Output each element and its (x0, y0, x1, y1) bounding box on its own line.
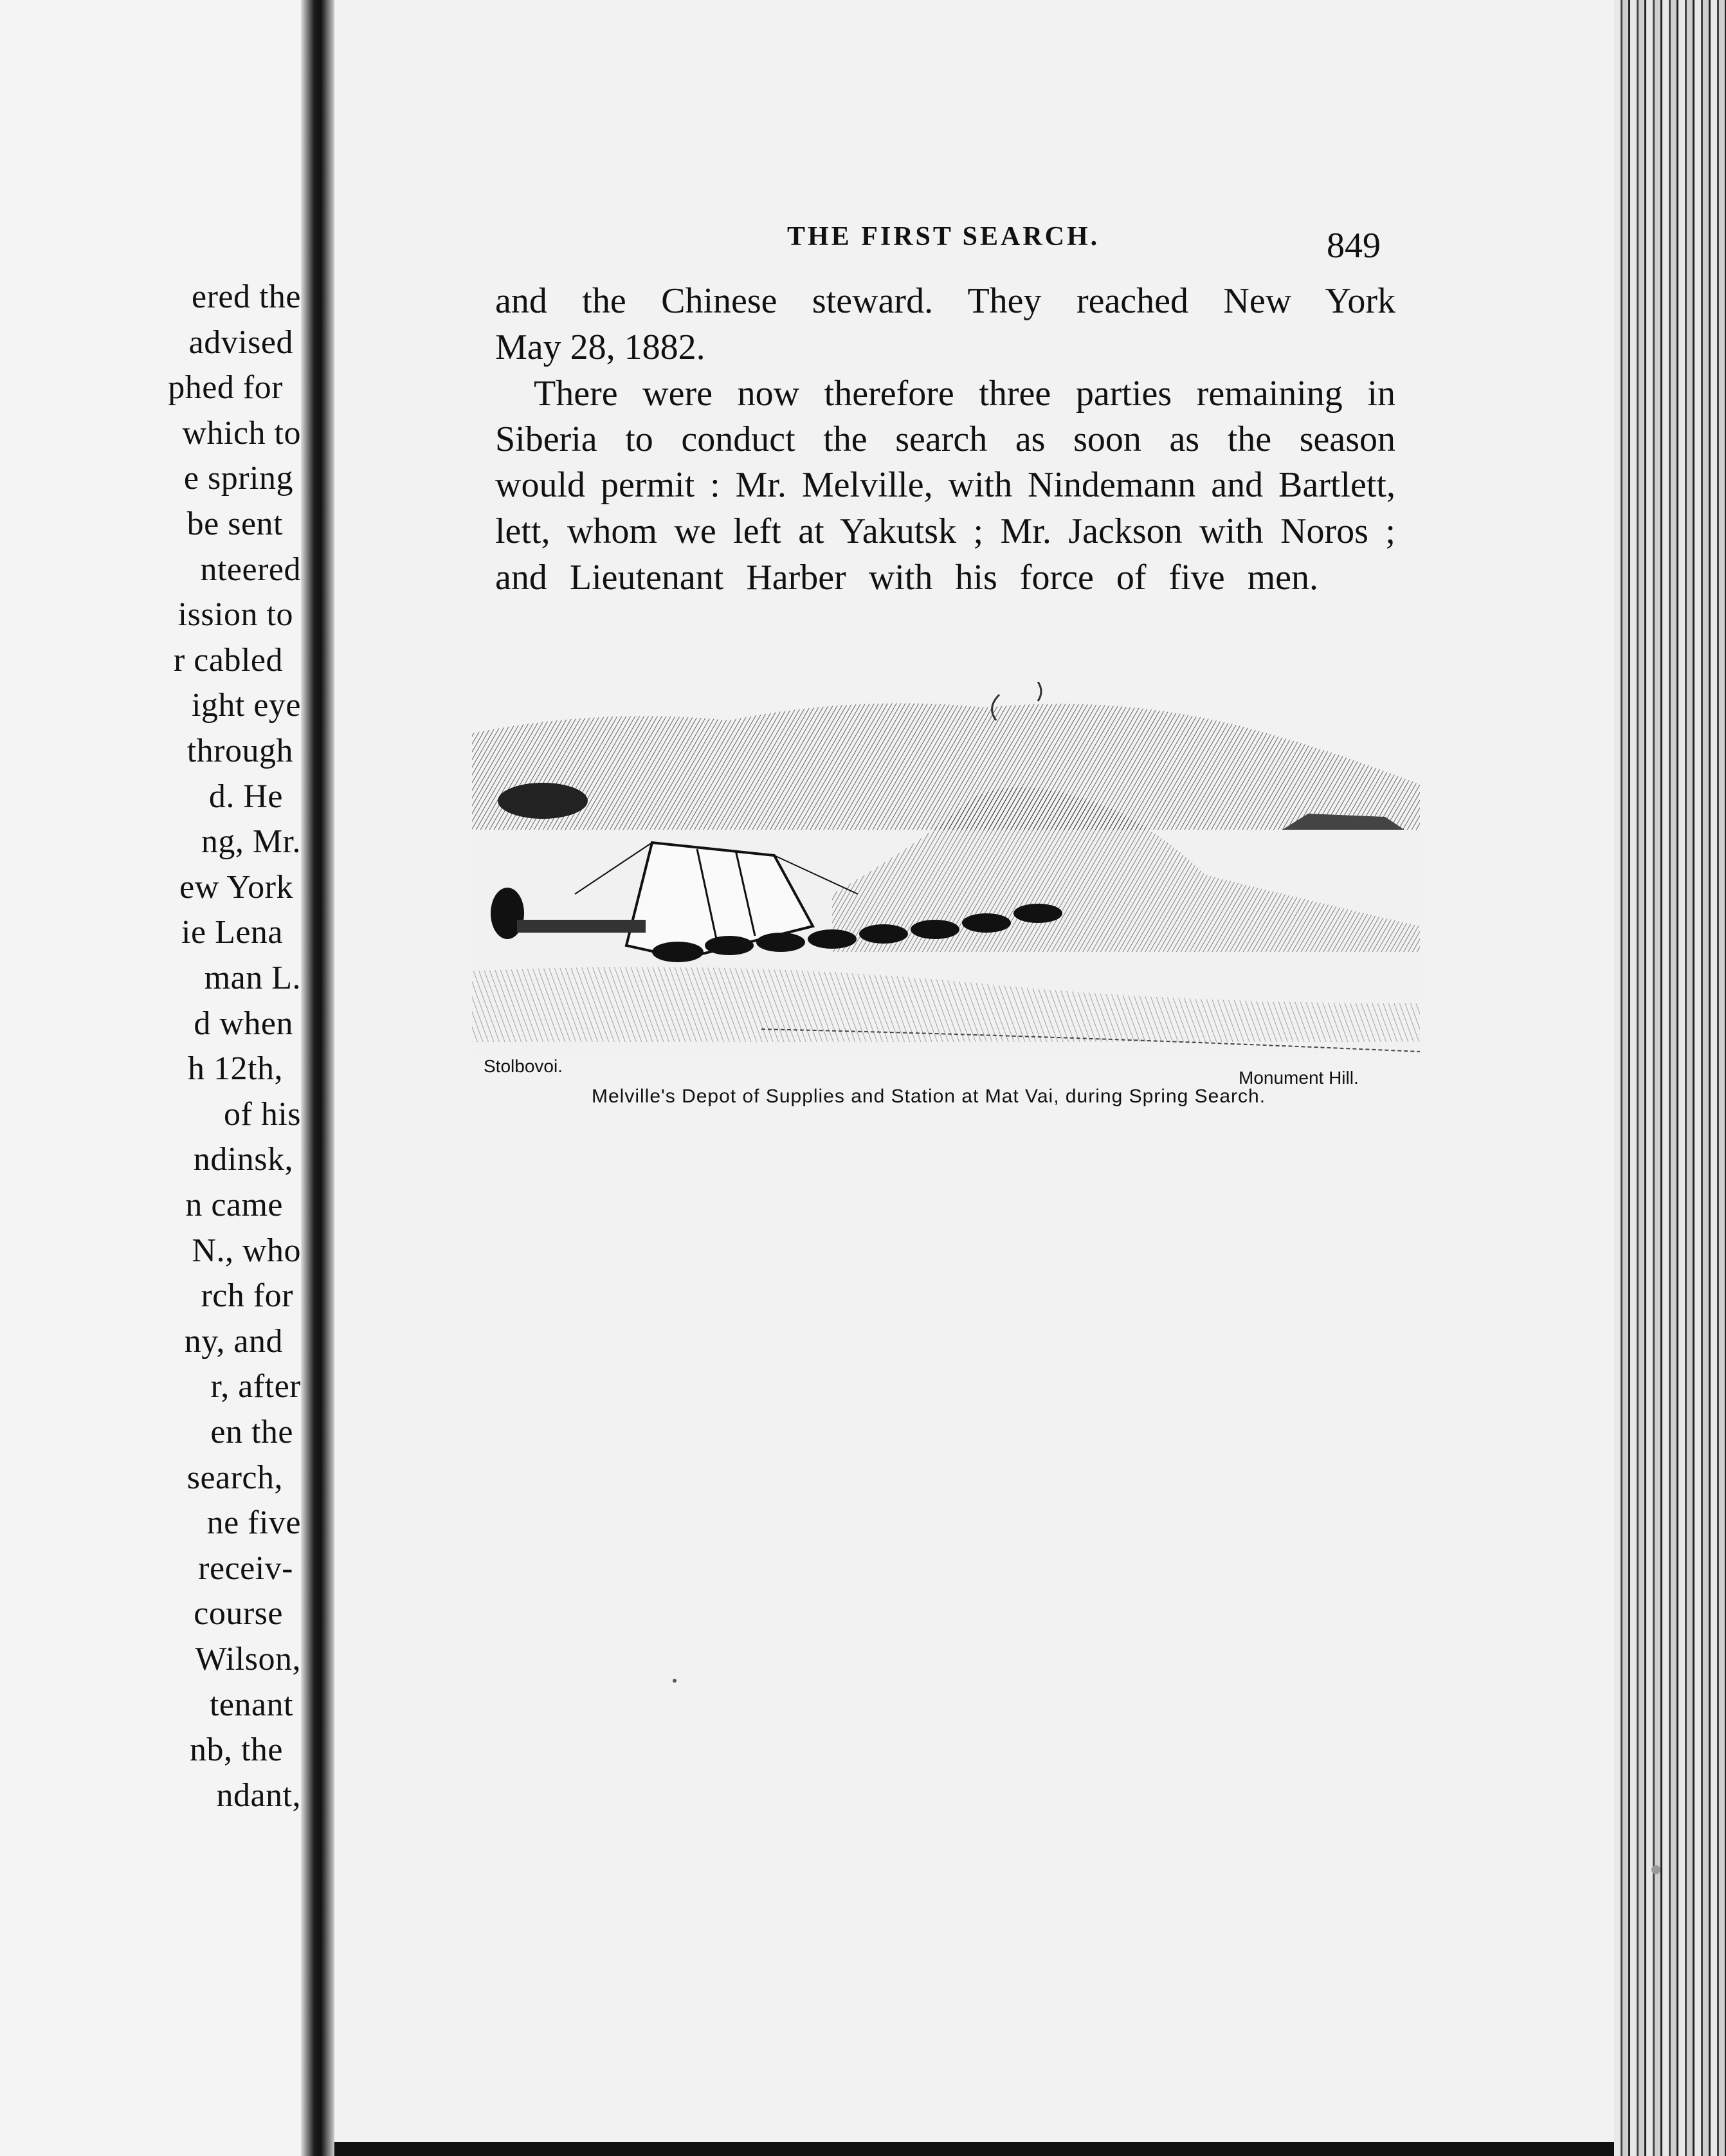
body-line-5: would permit : Mr. Melville, with Nindemann and Bartlett, (495, 465, 1395, 505)
left-page-line: advised (188, 324, 293, 361)
left-page-line: ight eye (191, 687, 301, 724)
body-line-4: Siberia to conduct the search as soon as the season (495, 419, 1395, 459)
left-page-line: receiv- (198, 1549, 293, 1587)
body-line-1: and the Chinese steward. They reached New York (495, 281, 1395, 321)
left-page (0, 0, 301, 2156)
left-page-line: of his (224, 1095, 301, 1133)
left-page-line: nteered (200, 551, 301, 588)
left-page-line: ny, and (184, 1322, 283, 1360)
page-number: 849 (1327, 226, 1381, 266)
left-page-line: en the (210, 1414, 293, 1450)
figure-label-left: Stolbovoi. (484, 1056, 563, 1076)
left-page-line: ndant, (216, 1777, 301, 1814)
left-page-line: d. He (208, 778, 283, 815)
left-page-line: search, (186, 1459, 283, 1496)
specks (673, 1679, 677, 1683)
left-page-line: be sent (186, 506, 283, 542)
left-page-line: tenant (209, 1686, 293, 1723)
left-page-line: N., who (192, 1232, 301, 1269)
book-gutter (301, 0, 334, 2156)
specks (1651, 1865, 1660, 1874)
body-line-6: lett, whom we left at Yakutsk ; Mr. Jackson with Noros ; (495, 511, 1395, 551)
mountain-range (472, 703, 1420, 830)
body-line-3: There were now therefore three parties remaining in (534, 374, 1395, 414)
left-page-line: Wilson, (195, 1641, 301, 1677)
bottom-shadow (334, 2142, 1614, 2156)
left-page-line: which to (182, 414, 301, 452)
left-page-line: ne five (206, 1504, 301, 1542)
left-page-line: ission to (177, 596, 293, 634)
left-page-line: ng, Mr. (201, 823, 301, 861)
left-page-line: ie Lena (181, 914, 283, 951)
left-page-line: n came (185, 1187, 283, 1223)
body-line-7: and Lieutenant Harber with his force of five men. (495, 558, 1318, 598)
left-page-line: h 12th, (188, 1050, 283, 1088)
left-page-line: nb, the (189, 1731, 283, 1769)
body-line-2: May 28, 1882. (495, 327, 705, 367)
left-page-line: r cabled (173, 641, 283, 679)
left-page-line: course (194, 1595, 283, 1632)
running-head: THE FIRST SEARCH. (787, 222, 1100, 251)
stolbovoi-rock (498, 783, 588, 819)
figure-caption: Melville's Depot of Supplies and Station at Mat Vai, during Spring Search. (592, 1086, 1266, 1107)
left-page-line: e spring (183, 460, 293, 497)
left-page-line: ered the (191, 279, 301, 315)
engraving-illustration (472, 682, 1420, 1055)
left-page-line: man L. (204, 960, 301, 996)
left-page-line: phed for (168, 369, 283, 407)
left-page-line: through (186, 733, 293, 769)
page-edges (1614, 0, 1726, 2156)
figure-label-right: Monument Hill. (1239, 1068, 1359, 1088)
left-page-line: ew York (179, 868, 293, 906)
sled (517, 920, 646, 933)
left-page-line: ndinsk, (193, 1141, 293, 1178)
left-page-line: d when (194, 1005, 293, 1042)
left-page-line: rch for (201, 1277, 293, 1315)
left-page-line: r, after (210, 1368, 301, 1405)
